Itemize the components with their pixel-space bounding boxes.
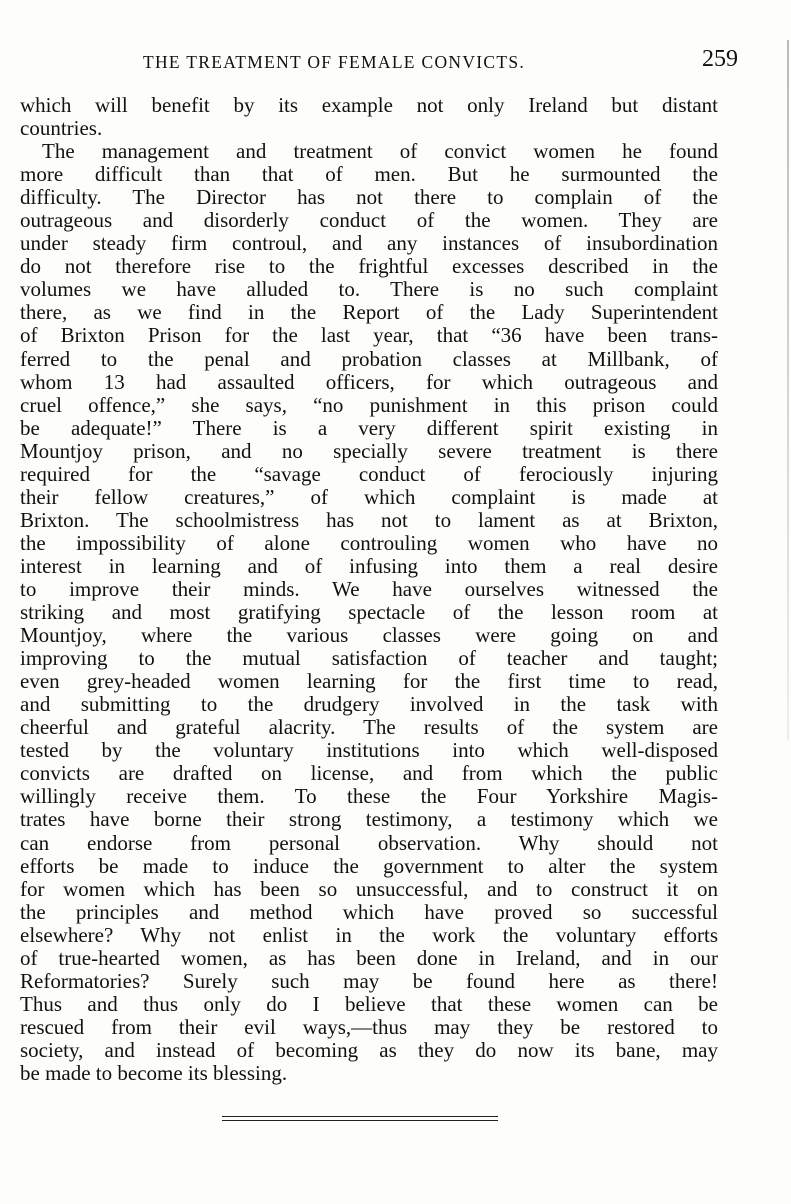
text-line: which will benefit by its example not only Ireland but distant <box>20 93 718 117</box>
text-line: countries. <box>20 116 103 141</box>
body-text <box>20 94 718 1085</box>
divider-line <box>222 1116 498 1117</box>
text-line: the principles and method which have proved so successful <box>20 899 718 924</box>
text-line: of Brixton Prison for the last year, that “36 have been trans- <box>20 323 718 348</box>
text-line: the impossibility of alone controuling women who have no <box>20 530 718 555</box>
text-line: Mountjoy prison, and no specially severe treatment is there <box>20 438 718 463</box>
page-header <box>18 46 738 76</box>
text-line: more difficult than that of men. But he surmounted the <box>20 162 718 187</box>
page-edge <box>787 40 789 740</box>
text-line: improving to the mutual satisfaction of teacher and taught; <box>20 646 718 671</box>
page-number: 259 <box>702 46 738 72</box>
running-title: THE TREATMENT OF FEMALE CONVICTS. <box>143 52 526 72</box>
text-line: be made to become its blessing. <box>20 1060 288 1085</box>
text-line: cruel offence,” she says, “no punishment in this prison could <box>20 392 718 417</box>
text-line: even grey-headed women learning for the first time to read, <box>20 669 718 694</box>
text-line: Reformatories? Surely such may be found here as there! <box>20 968 718 993</box>
text-line: trates have borne their strong testimony, a testimony which we <box>20 807 718 832</box>
text-line: can endorse from personal observation. Why should not <box>20 830 718 855</box>
text-line: efforts be made to induce the government to alter the system <box>20 853 718 878</box>
text-line: interest in learning and of infusing into them a real desire <box>20 553 718 578</box>
text-line: elsewhere? Why not enlist in the work the voluntary efforts <box>20 922 718 947</box>
text-line: willingly receive them. To these the Four Yorkshire Magis- <box>20 784 718 809</box>
text-line: and submitting to the drudgery involved in the task with <box>20 692 718 717</box>
text-line: Thus and thus only do I believe that these women can be <box>20 991 718 1016</box>
text-line: convicts are drafted on license, and from which the public <box>20 761 718 786</box>
text-line: Brixton. The schoolmistress has not to lament as at Brixton, <box>20 507 718 532</box>
text-line: there, as we find in the Report of the Lady Superintendent <box>20 300 718 325</box>
divider-line <box>222 1120 498 1121</box>
text-line: to improve their minds. We have ourselves witnessed the <box>20 576 718 601</box>
text-line: rescued from their evil ways,—thus may they be restored to <box>20 1014 718 1039</box>
text-line: do not therefore rise to the frightful excesses described in the <box>20 254 718 279</box>
text-line: under steady firm controul, and any instances of insubordination <box>20 231 718 256</box>
text-line: whom 13 had assaulted officers, for which outrageous and <box>20 369 718 394</box>
text-line: volumes we have alluded to. There is no such complaint <box>20 277 718 302</box>
text-line: for women which has been so unsuccessful, and to construct it on <box>20 876 718 901</box>
text-line: their fellow creatures,” of which complaint is made at <box>20 484 718 509</box>
text-line: The management and treatment of convict women he found <box>42 139 718 164</box>
text-line: Mountjoy, where the various classes were going on and <box>20 623 718 648</box>
text-line: required for the “savage conduct of ferociously injuring <box>20 461 718 486</box>
text-line: cheerful and grateful alacrity. The results of the system are <box>20 715 718 740</box>
text-line: difficulty. The Director has not there to complain of the <box>20 185 718 210</box>
text-line: striking and most gratifying spectacle of the lesson room at <box>20 600 718 625</box>
text-line: be adequate!” There is a very different spirit existing in <box>20 415 718 440</box>
text-line: of true-hearted women, as has been done in Ireland, and in our <box>20 945 718 970</box>
text-line: tested by the voluntary institutions into which well-disposed <box>20 738 718 763</box>
text-line: ferred to the penal and probation classes at Millbank, of <box>20 346 718 371</box>
text-line: society, and instead of becoming as they do now its bane, may <box>20 1037 718 1062</box>
text-line: outrageous and disorderly conduct of the women. They are <box>20 208 718 233</box>
section-end-rule <box>222 1116 498 1124</box>
